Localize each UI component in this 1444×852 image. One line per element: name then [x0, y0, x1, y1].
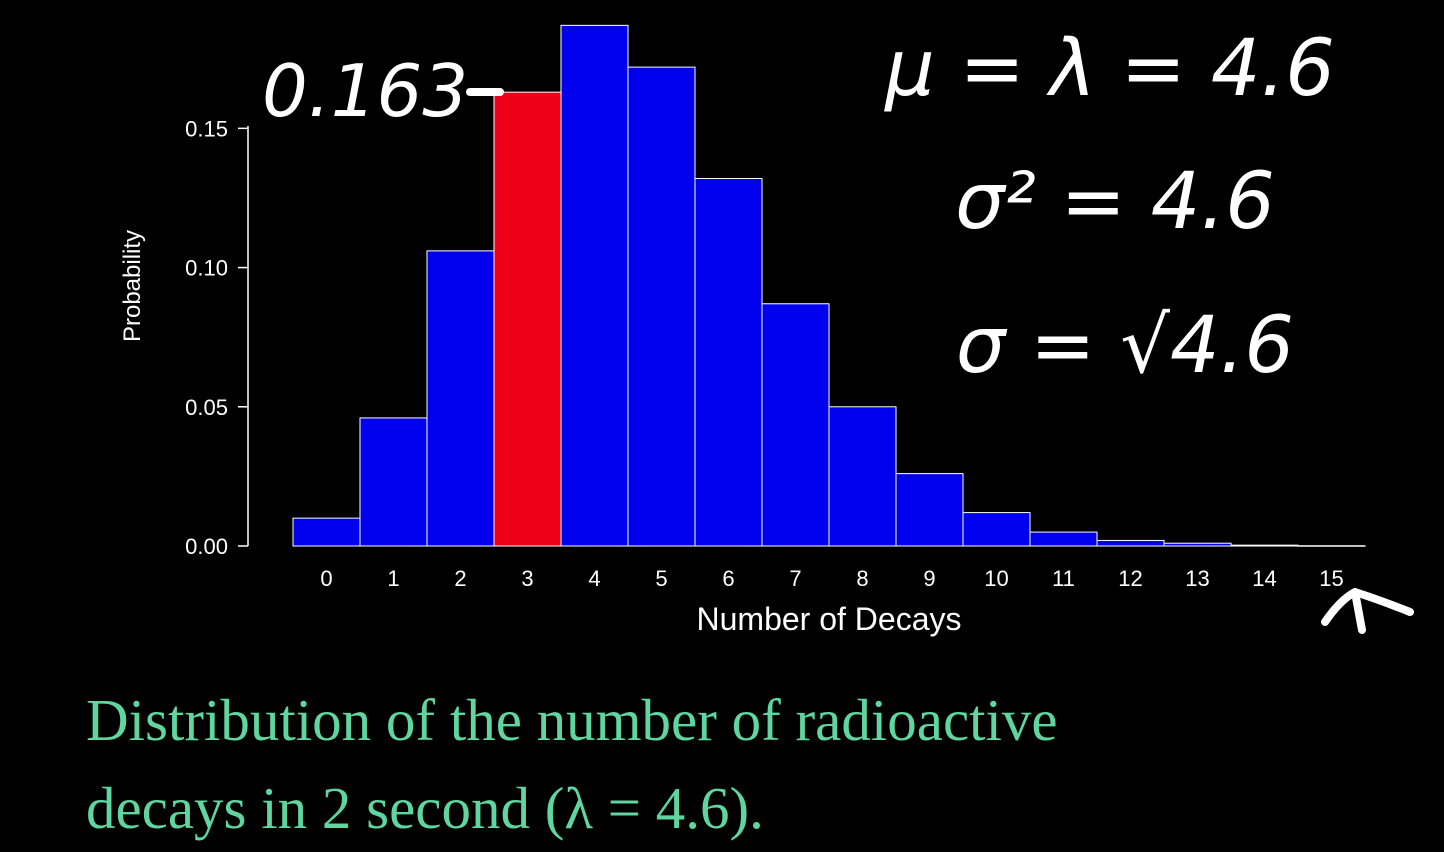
- bar-1: [360, 418, 427, 546]
- annotation-variance: σ² = 4.6: [955, 157, 1275, 247]
- annotation-formulas: [883, 24, 1335, 391]
- bar-10: [963, 513, 1030, 546]
- annotation-mean: μ = λ = 4.6: [885, 24, 1335, 114]
- x-tick-label: 11: [1052, 566, 1075, 591]
- bar-14: [1231, 545, 1298, 546]
- y-axis-label: Probability: [119, 229, 146, 343]
- x-tick-label: 13: [1185, 566, 1210, 591]
- bar-6: [695, 178, 762, 546]
- y-tick-label: 0.15: [185, 116, 228, 142]
- x-tick-label: 2: [454, 566, 467, 591]
- x-ticks: [320, 566, 1343, 591]
- y-tick-label: 0.00: [185, 534, 228, 559]
- caption-line-2: decays in 2 second (λ = 4.6).: [86, 775, 764, 841]
- bar-highlight-3: [494, 92, 561, 546]
- bar-9: [896, 474, 963, 546]
- y-tick-label: 0.05: [185, 394, 228, 420]
- x-tick-label: 5: [655, 566, 668, 591]
- bar-5: [628, 67, 695, 546]
- bar-7: [762, 304, 829, 546]
- x-tick-label: 1: [387, 566, 400, 591]
- x-tick-label: 7: [789, 566, 802, 591]
- y-ticks: [185, 116, 248, 559]
- arrow-icon: [1325, 592, 1410, 630]
- annotation-sd: σ = √4.6: [955, 301, 1295, 391]
- x-tick-label: 8: [856, 566, 869, 591]
- bar-0: [293, 518, 360, 546]
- y-tick-label: 0.10: [185, 255, 228, 281]
- x-tick-label: 9: [923, 566, 936, 591]
- bar-11: [1030, 532, 1097, 546]
- x-axis-label: Number of Decays: [696, 601, 962, 637]
- bar-12: [1097, 540, 1164, 546]
- caption: [86, 676, 1426, 852]
- x-tick-label: 15: [1319, 566, 1344, 591]
- annotation-bar-value-text: 0.163: [262, 49, 469, 133]
- bar-15: [1298, 546, 1365, 547]
- x-tick-label: 3: [521, 566, 534, 591]
- annotation-bar-value: [262, 49, 500, 133]
- x-tick-label: 12: [1118, 566, 1143, 591]
- caption-line-1: Distribution of the number of radioactive: [86, 687, 1058, 753]
- bar-8: [829, 407, 896, 546]
- x-tick-label: 0: [320, 566, 333, 591]
- bar-2: [427, 251, 494, 546]
- bar-13: [1164, 543, 1231, 546]
- x-tick-label: 4: [588, 566, 601, 591]
- x-tick-label: 6: [722, 566, 735, 591]
- bar-4: [561, 25, 628, 546]
- x-tick-label: 14: [1252, 566, 1277, 591]
- x-tick-label: 10: [984, 566, 1009, 591]
